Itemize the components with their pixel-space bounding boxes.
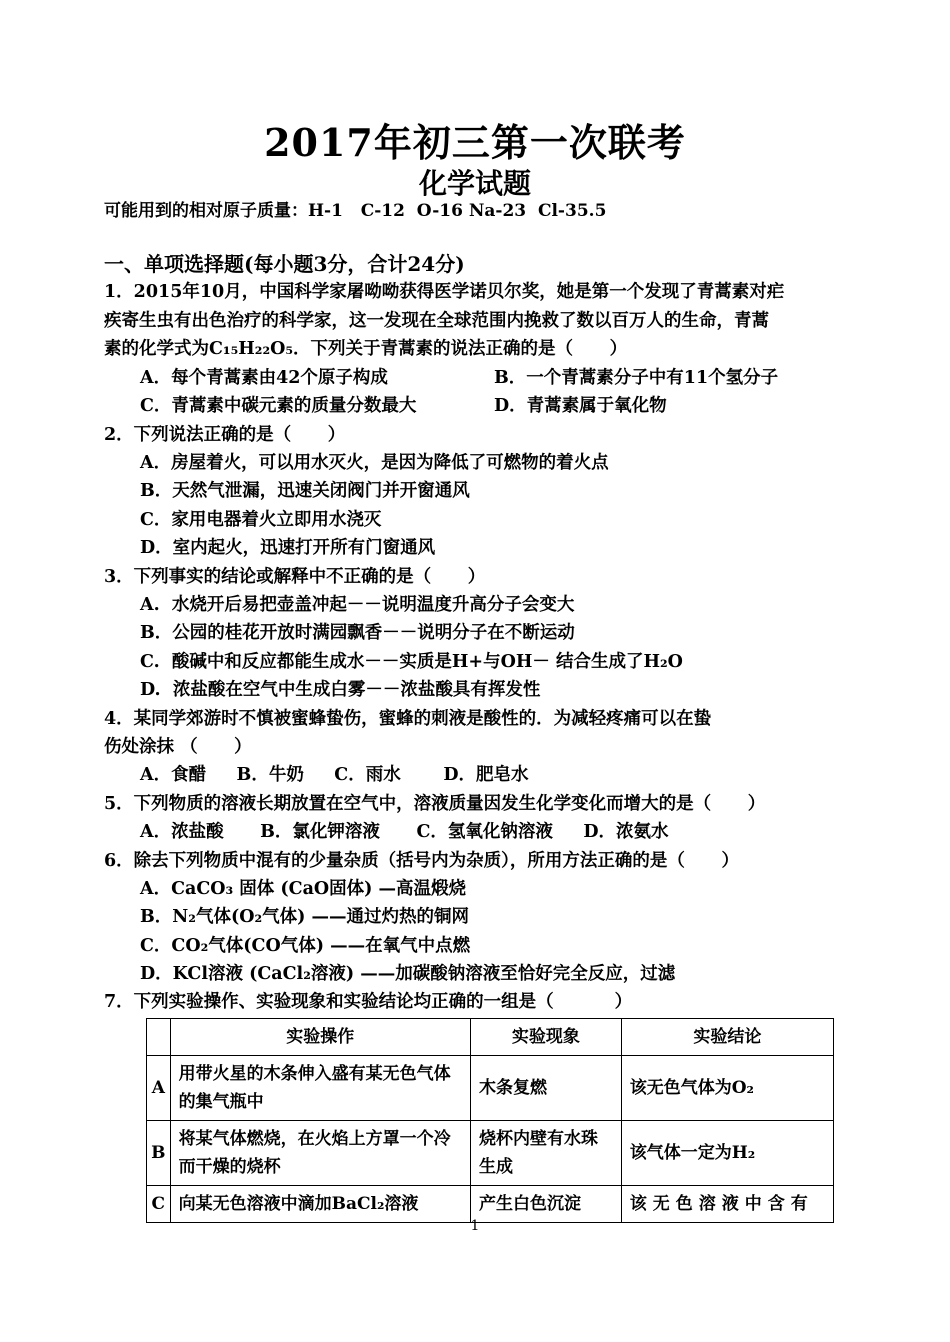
table-header-cell: 实验现象 (471, 1019, 622, 1056)
row-key: C (147, 1186, 171, 1223)
row-key: A (147, 1056, 171, 1121)
q2-option-b: B．天然气泄漏，迅速关闭阀门并开窗通风 (140, 481, 470, 501)
q5-options: A．浓盐酸 B．氯化钾溶液 C．氢氧化钠溶液 D．浓氨水 (140, 822, 669, 842)
q4-options: A．食醋 B．牛奶 C．雨水 D．肥皂水 (140, 765, 529, 785)
q1-line2: 疾寄生虫有出色治疗的科学家，这一发现在全球范围内挽救了数以百万人的生命，青蒿 (104, 311, 769, 331)
row-phenomenon: 烧杯内壁有水珠生成 (471, 1121, 622, 1186)
experiment-table (146, 1018, 834, 1223)
row-operation: 将某气体燃烧，在火焰上方罩一个冷而干燥的烧杯 (170, 1121, 470, 1186)
table-header-cell: 实验结论 (621, 1019, 833, 1056)
q3-option-a: A. 水烧开后易把壶盖冲起－－说明温度升高分子会变大 (140, 595, 575, 615)
q7-stem: 7．下列实验操作、实验现象和实验结论均正确的一组是（ ） (104, 992, 633, 1012)
q4-line2: 伤处涂抹 （ ） (104, 737, 252, 757)
q1-option-b: B．一个青蒿素分子中有11个氢分子 (494, 368, 779, 388)
row-conclusion: 该无色气体为O₂ (621, 1056, 833, 1121)
row-operation: 向某无色溶液中滴加BaCl₂溶液 (170, 1186, 470, 1223)
page-title: 2017年初三第一次联考 (264, 120, 686, 165)
row-conclusion: 该无色溶液中含有 (621, 1186, 833, 1223)
row-phenomenon: 产生白色沉淀 (471, 1186, 622, 1223)
page-number: 1 (470, 1218, 480, 1234)
q6-option-a: A．CaCO₃ 固体 (CaO固体) —高温煅烧 (140, 879, 467, 899)
q6-option-d: D．KCl溶液 (CaCl₂溶液) ——加碳酸钠溶液至恰好完全反应，过滤 (140, 964, 676, 984)
q1-option-a: A．每个青蒿素由42个原子构成 (140, 368, 388, 388)
table-row (147, 1186, 834, 1223)
q5-stem: 5．下列物质的溶液长期放置在空气中，溶液质量因发生化学变化而增大的是（ ） (104, 794, 766, 814)
table-row (147, 1121, 834, 1186)
q6-option-b: B．N₂气体(O₂气体) ——通过灼热的铜网 (140, 907, 470, 927)
q6-option-c: C．CO₂气体(CO气体) ——在氧气中点燃 (140, 936, 471, 956)
row-operation: 用带火星的木条伸入盛有某无色气体的集气瓶中 (170, 1056, 470, 1121)
q3-option-b: B．公园的桂花开放时满园飘香－－说明分子在不断运动 (140, 623, 575, 643)
page-subtitle: 化学试题 (418, 167, 531, 200)
q6-stem: 6．除去下列物质中混有的少量杂质（括号内为杂质），所用方法正确的是（ ） (104, 851, 739, 871)
q2-stem: 2．下列说法正确的是（ ） (104, 425, 346, 445)
section-heading: 一、单项选择题(每小题3分，合计24分) (104, 252, 465, 276)
q2-option-d: D．室内起火，迅速打开所有门窗通风 (140, 538, 436, 558)
table-header-row (147, 1019, 834, 1056)
q3-option-c: C. 酸碱中和反应都能生成水－－实质是H+与OH－ 结合生成了H₂O (140, 652, 683, 672)
q2-option-a: A．房屋着火，可以用水灭火，是因为降低了可燃物的着火点 (140, 453, 609, 473)
row-conclusion: 该气体一定为H₂ (621, 1121, 833, 1186)
q1-line3: 素的化学式为C₁₅H₂₂O₅．下列关于青蒿素的说法正确的是（ ） (104, 339, 628, 359)
table-row (147, 1056, 834, 1121)
q3-option-d: D. 浓盐酸在空气中生成白雾－－浓盐酸具有挥发性 (140, 680, 541, 700)
q4-line1: 4．某同学郊游时不慎被蜜蜂蛰伤，蜜蜂的刺液是酸性的．为减轻疼痛可以在蛰 (104, 709, 712, 729)
table-header-cell (147, 1019, 171, 1056)
table-header-cell: 实验操作 (170, 1019, 470, 1056)
q2-option-c: C．家用电器着火立即用水浇灭 (140, 510, 382, 530)
q1-line1: 1．2015年10月，中国科学家屠呦呦获得医学诺贝尔奖，她是第一个发现了青蒿素对疟 (104, 282, 785, 302)
atomic-masses: 可能用到的相对原子质量：H-1 C-12 O-16 Na-23 Cl-35.5 (104, 201, 607, 221)
row-phenomenon: 木条复燃 (471, 1056, 622, 1121)
q1-option-d: D．青蒿素属于氧化物 (494, 396, 667, 416)
row-key: B (147, 1121, 171, 1186)
q3-stem: 3．下列事实的结论或解释中不正确的是（ ） (104, 567, 486, 587)
q1-option-c: C．青蒿素中碳元素的质量分数最大 (140, 396, 417, 416)
